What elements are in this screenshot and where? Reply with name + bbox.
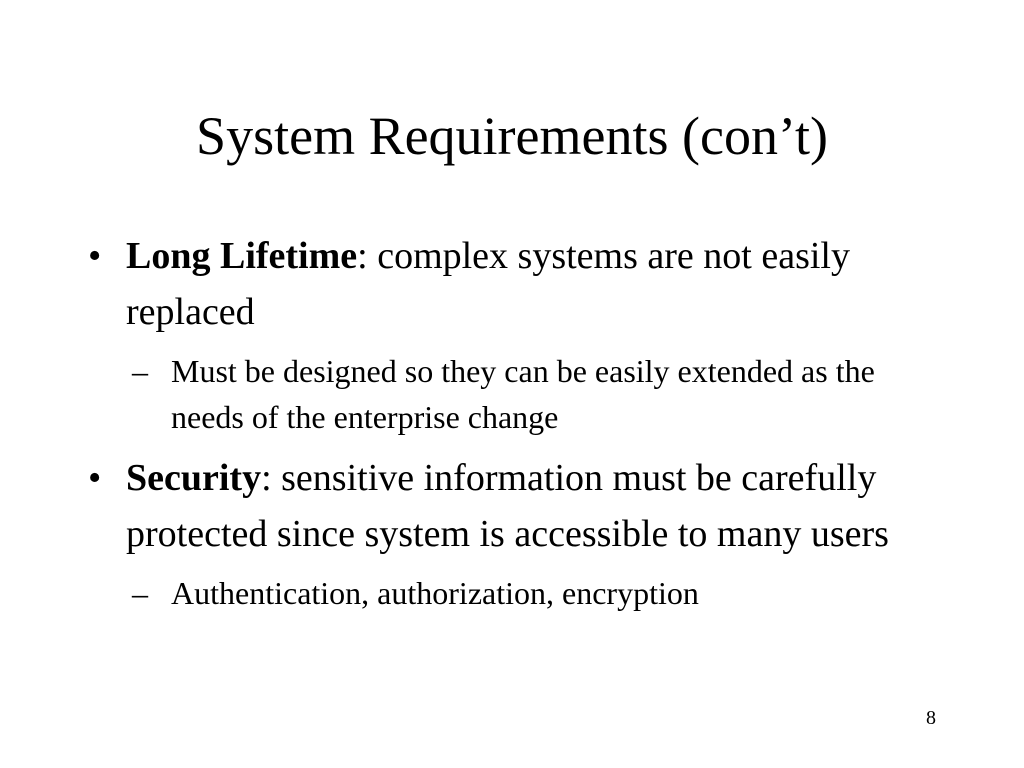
bullet-security: [88, 450, 938, 562]
slide-title: System Requirements (con’t): [196, 106, 828, 166]
bullet-text: : complex systems are not easily replaced: [126, 235, 850, 333]
bullet-text: : sensitive information must be carefully protected since system is accessible to many users: [126, 457, 889, 555]
subbullet-marker: –: [132, 353, 148, 389]
subbullet-security-methods: [132, 570, 938, 616]
page-number: 8: [926, 707, 936, 729]
subbullet-text: Authentication, authorization, encryption: [171, 575, 699, 611]
subbullet-extensibility: [132, 348, 938, 440]
subbullet-text: Must be designed so they can be easily extended as the needs of the enterprise change: [171, 353, 875, 435]
bullet-marker: •: [88, 235, 102, 277]
bullet-marker: •: [88, 457, 102, 499]
bullet-term: Long Lifetime: [126, 235, 358, 277]
bullet-term: Security: [126, 457, 262, 499]
slide-body: [88, 228, 938, 616]
subbullet-marker: –: [132, 575, 148, 611]
bullet-long-lifetime: [88, 228, 938, 340]
